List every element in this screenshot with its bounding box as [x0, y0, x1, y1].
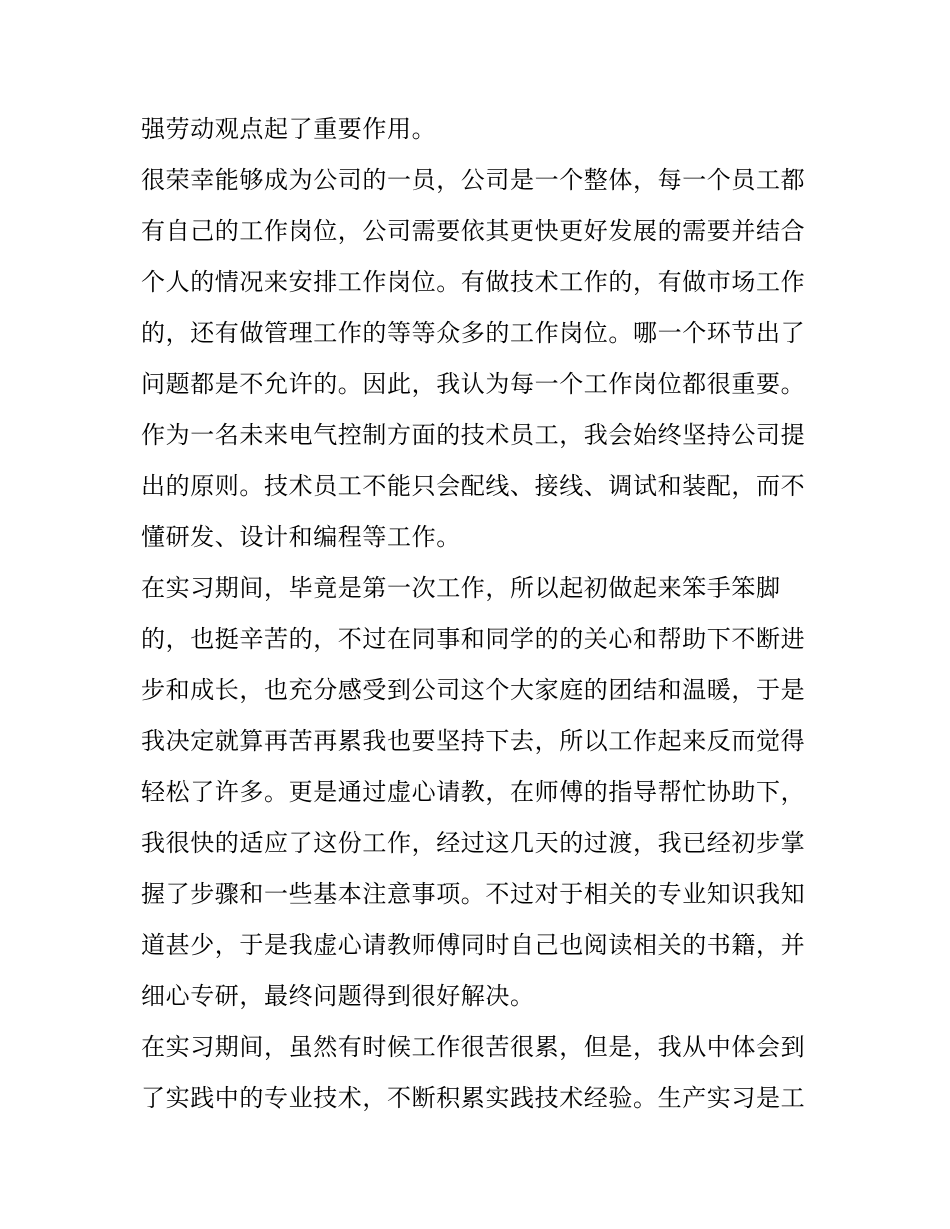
text-line: 懂研发、设计和编程等工作。 — [141, 523, 461, 551]
text-line: 轻松了许多。更是通过虚心请教，在师傅的指导帮忙协助下， — [141, 778, 806, 806]
text-line: 了实践中的专业技术，不断积累实践技术经验。生产实习是工 — [141, 1084, 806, 1112]
text-line: 个人的情况来安排工作岗位。有做技术工作的，有做市场工作 — [141, 268, 806, 296]
text-line: 问题都是不允许的。因此，我认为每一个工作岗位都很重要。 — [141, 370, 806, 398]
text-line: 在实习期间，虽然有时候工作很苦很累，但是，我从中体会到 — [141, 1033, 806, 1061]
text-line: 细心专研，最终问题得到很好解决。 — [141, 982, 535, 1010]
text-line: 在实习期间，毕竟是第一次工作，所以起初做起来笨手笨脚 — [141, 574, 781, 602]
body-text — [141, 104, 821, 1124]
text-line: 有自己的工作岗位，公司需要依其更快更好发展的需要并结合 — [141, 217, 806, 245]
text-line: 的，还有做管理工作的等等众多的工作岗位。哪一个环节出了 — [141, 319, 806, 347]
text-line: 道甚少，于是我虚心请教师傅同时自己也阅读相关的书籍，并 — [141, 931, 806, 959]
text-line: 很荣幸能够成为公司的一员，公司是一个整体，每一个员工都 — [141, 166, 806, 194]
text-line: 作为一名未来电气控制方面的技术员工，我会始终坚持公司提 — [141, 421, 806, 449]
text-line: 出的原则。技术员工不能只会配线、接线、调试和装配，而不 — [141, 472, 806, 500]
text-line: 我决定就算再苦再累我也要坚持下去，所以工作起来反而觉得 — [141, 727, 806, 755]
text-line: 我很快的适应了这份工作，经过这几天的过渡，我已经初步掌 — [141, 829, 806, 857]
text-line: 强劳动观点起了重要作用。 — [141, 115, 437, 143]
text-line: 握了步骤和一些基本注意事项。不过对于相关的专业知识我知 — [141, 880, 806, 908]
text-line: 的，也挺辛苦的，不过在同事和同学的的关心和帮助下不断进 — [141, 625, 806, 653]
text-line: 步和成长，也充分感受到公司这个大家庭的团结和温暖，于是 — [141, 676, 806, 704]
